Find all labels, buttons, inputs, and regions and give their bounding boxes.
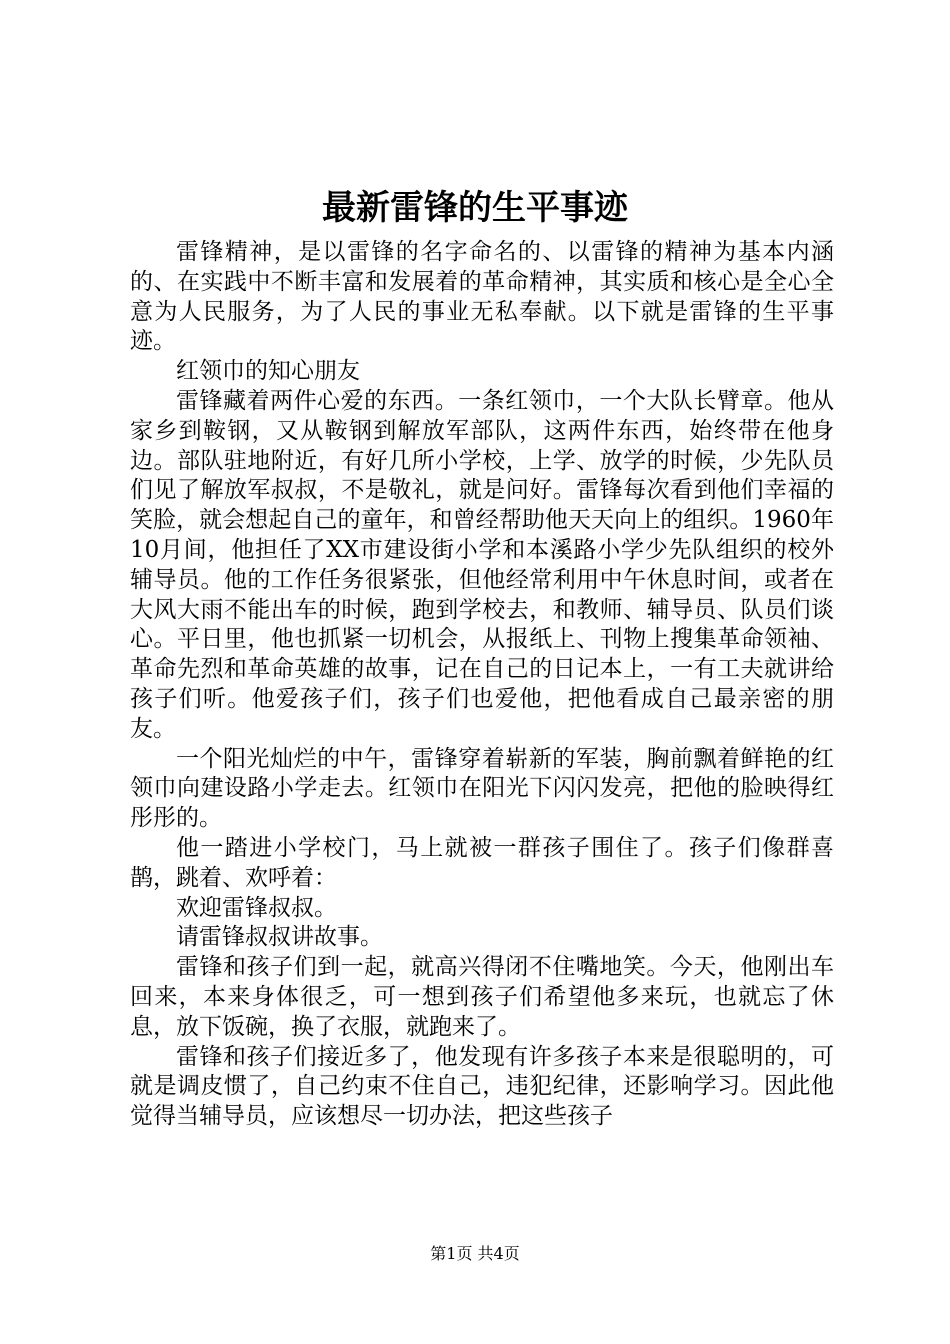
paragraph: 雷锋藏着两件心爱的东西。一条红领巾，一个大队长臂章。他从家乡到鞍钢，又从鞍钢到解放军部队，这两件东西，始终带在他身边。部队驻地附近，有好几所小学校，上学、放学的时候，少先队员们见了解放军叔叔，不是敬礼，就是问好。雷锋每次看到他们幸福的笑脸，就会想起自己的童年，和曾经帮助他天天向上的组织。1960年10月间，他担任了XX市建设街小学和本溪路小学少先队组织的校外辅导员。他的工作任务很紧张，但他经常利用中午休息时间，或者在大风大雨不能出车的时候，跑到学校去，和教师、辅导员、队员们谈心。平日里，他也抓紧一切机会，从报纸上、刊物上搜集革命领袖、革命先烈和革命英雄的故事，记在自己的日记本上，一有工夫就讲给孩子们听。他爱孩子们，孩子们也爱他，把他看成自己最亲密的朋友。 [130,387,834,742]
document-body [130,238,834,1132]
section-heading: 红领巾的知心朋友 [176,358,360,385]
paragraph: 雷锋精神，是以雷锋的名字命名的、以雷锋的精神为基本内涵的、在实践中不断丰富和发展着的革命精神，其实质和核心是全心全意为人民服务，为了人民的事业无私奉献。以下就是雷锋的生平事迹。 [130,239,834,355]
paragraph: 他一踏进小学校门，马上就被一群孩子围住了。孩子们像群喜鹊，跳着、欢呼着： [130,834,834,891]
page-footer: 第1页 共4页 [430,1244,520,1263]
document-title: 最新雷锋的生平事迹 [322,188,628,228]
paragraph: 雷锋和孩子们接近多了，他发现有许多孩子本来是很聪明的，可就是调皮惯了，自己约束不住自己，违犯纪律，还影响学习。因此他觉得当辅导员，应该想尽一切办法，把这些孩子 [130,1043,834,1130]
paragraph: 一个阳光灿烂的中午，雷锋穿着崭新的军装，胸前飘着鲜艳的红领巾向建设路小学走去。红领巾在阳光下闪闪发亮，把他的脸映得红彤彤的。 [130,745,834,832]
paragraph: 雷锋和孩子们到一起，就高兴得闭不住嘴地笑。今天，他刚出车回来，本来身体很乏，可一想到孩子们希望他多来玩，也就忘了休息，放下饭碗，换了衣服，就跑来了。 [130,954,834,1040]
paragraph: 欢迎雷锋叔叔。 [176,894,337,921]
paragraph: 请雷锋叔叔讲故事。 [176,924,383,951]
